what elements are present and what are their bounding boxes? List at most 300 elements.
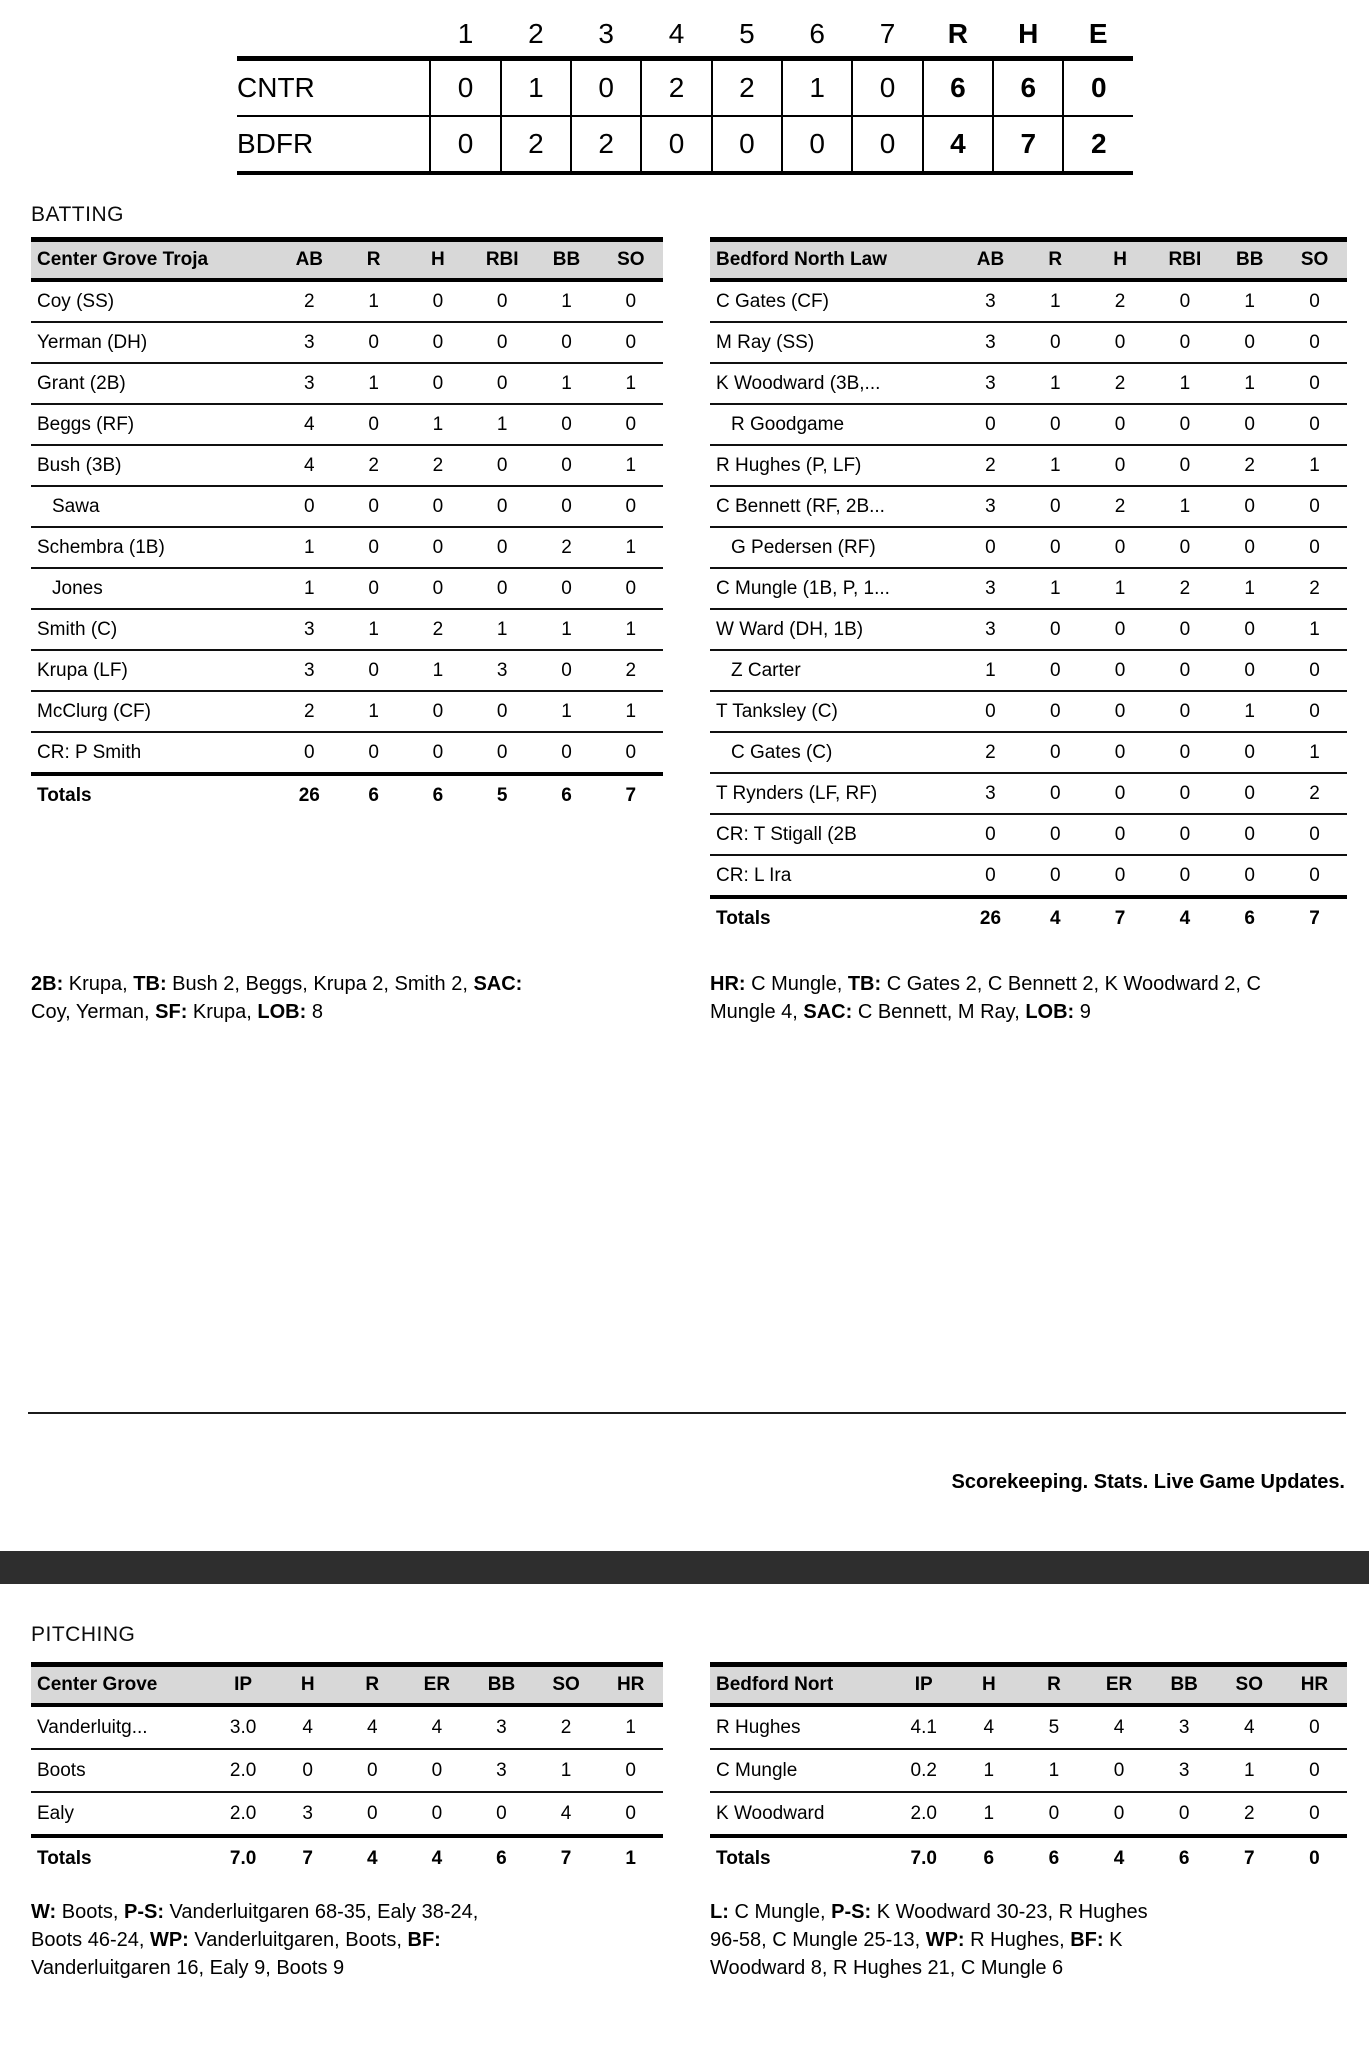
player-name: C Mungle: [710, 1749, 891, 1792]
stat-value: 0: [1217, 609, 1282, 650]
player-name: M Ray (SS): [710, 322, 958, 363]
totals-value: 6: [1217, 897, 1282, 938]
totals-value: 1: [598, 1836, 663, 1879]
batting-heading: BATTING: [31, 203, 124, 226]
stat-value: 0: [1152, 445, 1217, 486]
stat-value: 3: [958, 322, 1023, 363]
stat-value: 0: [958, 527, 1023, 568]
linescore-team-row: [237, 59, 1133, 117]
inning-score: 0: [852, 59, 922, 117]
player-name: Jones: [31, 568, 277, 609]
player-name: Grant (2B): [31, 363, 277, 404]
stat-value: 0: [1023, 609, 1088, 650]
stat-table: [710, 237, 1347, 938]
stat-value: 4: [275, 1705, 340, 1749]
totals-value: 5: [470, 774, 534, 815]
player-row: [31, 568, 663, 609]
stat-value: 0: [1088, 609, 1153, 650]
stat-value: 0: [1217, 404, 1282, 445]
stat-value: 0: [599, 732, 663, 774]
stat-table-head: [710, 1665, 1347, 1706]
dark-banner: [0, 1551, 1369, 1584]
stat-value: 0: [406, 732, 470, 774]
stat-table: [31, 237, 663, 815]
note-label: LOB:: [1025, 1001, 1075, 1023]
player-name: R Hughes (P, LF): [710, 445, 958, 486]
team-abbr: CNTR: [237, 59, 430, 117]
stat-value: 0: [1152, 773, 1217, 814]
player-row: [31, 732, 663, 774]
player-row: [31, 609, 663, 650]
stat-value: 0: [1021, 1792, 1086, 1836]
stat-value: 1: [277, 568, 341, 609]
totals-value: 6: [406, 774, 470, 815]
stat-value: 0: [1282, 486, 1347, 527]
player-name: Z Carter: [710, 650, 958, 691]
player-row: [31, 1749, 663, 1792]
stat-value: 3: [470, 650, 534, 691]
player-name: Coy (SS): [31, 280, 277, 322]
stat-value: 1: [958, 650, 1023, 691]
team-header: Bedford North Law: [710, 240, 958, 281]
stat-column-header: SO: [1282, 240, 1347, 281]
totals-value: 7: [1217, 1836, 1282, 1879]
stat-value: 1: [534, 363, 598, 404]
stat-value: 0: [1282, 527, 1347, 568]
linescore-table: [237, 12, 1133, 175]
stat-table-body: [710, 280, 1347, 938]
stat-value: 1: [599, 445, 663, 486]
stat-value: 3: [958, 280, 1023, 322]
stat-value: 0: [341, 322, 405, 363]
note-label: SAC:: [803, 1001, 853, 1023]
stat-value: 0: [1282, 363, 1347, 404]
batting-table-bedford: [710, 237, 1347, 938]
inning-score: 0: [782, 116, 852, 173]
note-label: BF:: [1070, 1929, 1104, 1951]
stat-value: 1: [1217, 363, 1282, 404]
note-label: L:: [710, 1901, 729, 1923]
linescore: [237, 12, 1133, 175]
totals-value: 4: [1023, 897, 1088, 938]
stat-value: 0: [598, 1749, 663, 1792]
stat-value: 4: [277, 404, 341, 445]
summary-value: 6: [923, 59, 993, 117]
stat-value: 0: [1152, 609, 1217, 650]
stat-value: 2: [599, 650, 663, 691]
stat-value: 0: [406, 322, 470, 363]
player-row: [710, 363, 1347, 404]
player-name: T Tanksley (C): [710, 691, 958, 732]
stat-value: 0: [1152, 527, 1217, 568]
summary-value: 0: [1063, 59, 1133, 117]
stat-column-header: SO: [599, 240, 663, 281]
linescore-team-row: [237, 116, 1133, 173]
stat-column-header: R: [1023, 240, 1088, 281]
stat-value: 0: [1088, 773, 1153, 814]
player-name: Smith (C): [31, 609, 277, 650]
player-row: [710, 404, 1347, 445]
stat-value: 4: [1217, 1705, 1282, 1749]
stat-value: 1: [1023, 568, 1088, 609]
stat-table: [31, 1662, 663, 1879]
totals-value: 6: [341, 774, 405, 815]
stat-value: 1: [470, 609, 534, 650]
stat-value: 0: [406, 486, 470, 527]
stat-column-header: HR: [598, 1665, 663, 1706]
inning-score: 0: [571, 59, 641, 117]
stat-value: 0: [341, 568, 405, 609]
stat-value: 0: [470, 568, 534, 609]
stat-column-header: H: [956, 1665, 1021, 1706]
player-name: Sawa: [31, 486, 277, 527]
stat-column-header: BB: [534, 240, 598, 281]
stat-value: 0: [1088, 445, 1153, 486]
stat-value: 1: [406, 650, 470, 691]
note-label: P-S:: [124, 1901, 164, 1923]
stat-value: 2: [958, 445, 1023, 486]
stat-value: 2: [1152, 568, 1217, 609]
stat-value: 2: [406, 445, 470, 486]
stat-value: 1: [1217, 280, 1282, 322]
stat-value: 1: [1282, 445, 1347, 486]
player-name: C Mungle (1B, P, 1...: [710, 568, 958, 609]
inning-score: 2: [571, 116, 641, 173]
player-row: [31, 650, 663, 691]
stat-value: 4: [340, 1705, 405, 1749]
stat-value: 2: [341, 445, 405, 486]
stat-value: 1: [598, 1705, 663, 1749]
tagline: Scorekeeping. Stats. Live Game Updates.: [951, 1471, 1345, 1493]
stat-value: 3.0: [211, 1705, 276, 1749]
stat-column-header: H: [406, 240, 470, 281]
stat-value: 3: [958, 773, 1023, 814]
player-row: [31, 486, 663, 527]
stat-value: 3: [958, 568, 1023, 609]
player-name: R Goodgame: [710, 404, 958, 445]
stat-value: 0: [1152, 691, 1217, 732]
stat-value: 0: [958, 814, 1023, 855]
player-row: [710, 1792, 1347, 1836]
totals-value: 7: [599, 774, 663, 815]
totals-value: 6: [469, 1836, 534, 1879]
batting-note-bedford: HR: C Mungle, TB: C Gates 2, C Bennett 2, K Woodward 2, C Mungle 4, SAC: C Bennett, M Ray, LOB: 9: [710, 973, 1261, 1023]
stat-value: 0: [958, 404, 1023, 445]
player-name: K Woodward: [710, 1792, 891, 1836]
note-label: TB:: [133, 973, 167, 995]
player-name: C Gates (C): [710, 732, 958, 773]
stat-column-header: R: [341, 240, 405, 281]
inning-header: 7: [879, 18, 896, 49]
stat-header-row: [31, 240, 663, 281]
note-label: TB:: [847, 973, 882, 995]
stat-value: 1: [956, 1749, 1021, 1792]
batting-note-center-grove: 2B: Krupa, TB: Bush 2, Beggs, Krupa 2, Smith 2, SAC: Coy, Yerman, SF: Krupa, LOB: 8: [31, 973, 523, 1023]
stat-value: 0: [534, 650, 598, 691]
stat-column-header: H: [275, 1665, 340, 1706]
stat-value: 0: [534, 486, 598, 527]
stat-value: 0: [469, 1792, 534, 1836]
stat-value: 3: [277, 322, 341, 363]
inning-score: 1: [782, 59, 852, 117]
stat-value: 2: [1088, 486, 1153, 527]
stat-value: 2.0: [211, 1792, 276, 1836]
stat-header-row: [710, 1665, 1347, 1706]
totals-label: Totals: [31, 774, 277, 815]
totals-row: [31, 1836, 663, 1879]
stat-value: 0: [1023, 855, 1088, 897]
stat-value: 0: [1282, 691, 1347, 732]
stat-table-body: [710, 1705, 1347, 1879]
stat-value: 0: [1152, 814, 1217, 855]
stat-column-header: RBI: [470, 240, 534, 281]
stat-value: 1: [470, 404, 534, 445]
stat-column-header: SO: [1217, 1665, 1282, 1706]
stat-value: 1: [341, 691, 405, 732]
stat-value: 0: [1282, 855, 1347, 897]
stat-value: 0: [1023, 486, 1088, 527]
stat-value: 2: [1282, 568, 1347, 609]
stat-column-header: SO: [534, 1665, 599, 1706]
totals-value: 4: [1087, 1836, 1152, 1879]
totals-value: 26: [958, 897, 1023, 938]
batting-table-center-grove: [31, 237, 663, 815]
player-name: Boots: [31, 1749, 211, 1792]
totals-value: 6: [1021, 1836, 1086, 1879]
inning-score: 2: [641, 59, 711, 117]
player-row: [31, 1705, 663, 1749]
stat-value: 0: [470, 322, 534, 363]
player-name: McClurg (CF): [31, 691, 277, 732]
totals-label: Totals: [710, 897, 958, 938]
stat-value: 1: [599, 691, 663, 732]
stat-column-header: HR: [1282, 1665, 1347, 1706]
totals-value: 6: [1152, 1836, 1217, 1879]
player-row: [31, 527, 663, 568]
stat-value: 0: [1023, 814, 1088, 855]
stat-value: 0: [340, 1749, 405, 1792]
stat-value: 0: [1282, 280, 1347, 322]
stat-table: [710, 1662, 1347, 1879]
player-row: [710, 280, 1347, 322]
stat-value: 0: [470, 691, 534, 732]
stat-value: 0: [405, 1792, 470, 1836]
totals-value: 4: [340, 1836, 405, 1879]
player-name: Yerman (DH): [31, 322, 277, 363]
stat-value: 0: [1282, 1705, 1347, 1749]
stat-value: 0: [1152, 280, 1217, 322]
stat-value: 0: [1088, 814, 1153, 855]
note-label: LOB:: [257, 1001, 307, 1023]
stat-value: 0: [599, 404, 663, 445]
stat-value: 1: [599, 527, 663, 568]
stat-value: 1: [406, 404, 470, 445]
stat-value: 1: [599, 609, 663, 650]
summary-header: H: [1018, 18, 1039, 49]
stat-column-header: IP: [211, 1665, 276, 1706]
player-row: [710, 773, 1347, 814]
summary-value: 4: [923, 116, 993, 173]
stat-value: 0: [1023, 404, 1088, 445]
totals-row: [710, 897, 1347, 938]
team-header: Bedford Nort: [710, 1665, 891, 1706]
stat-value: 1: [599, 363, 663, 404]
stat-value: 3: [277, 650, 341, 691]
stat-value: 4.1: [891, 1705, 956, 1749]
stat-value: 0: [406, 280, 470, 322]
stat-value: 0: [277, 732, 341, 774]
stat-value: 0: [1152, 322, 1217, 363]
stat-value: 0: [275, 1749, 340, 1792]
player-row: [31, 1792, 663, 1836]
stat-value: 1: [341, 280, 405, 322]
stat-value: 0: [1217, 773, 1282, 814]
player-name: Schembra (1B): [31, 527, 277, 568]
stat-value: 1: [534, 609, 598, 650]
stat-value: 0: [1282, 322, 1347, 363]
inning-score: 2: [501, 116, 571, 173]
stat-value: 2: [1217, 1792, 1282, 1836]
summary-header: E: [1088, 18, 1108, 49]
stat-value: 0: [1023, 650, 1088, 691]
stat-value: 0: [1282, 650, 1347, 691]
stat-value: 0: [1282, 1749, 1347, 1792]
stat-value: 4: [405, 1705, 470, 1749]
stat-value: 0: [406, 568, 470, 609]
stat-value: 0: [406, 527, 470, 568]
stat-value: 0: [1088, 404, 1153, 445]
player-row: [710, 691, 1347, 732]
stat-value: 0: [1023, 527, 1088, 568]
stat-value: 0: [1152, 855, 1217, 897]
stat-value: 3: [469, 1705, 534, 1749]
inning-score: 0: [430, 116, 500, 173]
totals-value: 6: [956, 1836, 1021, 1879]
stat-column-header: IP: [891, 1665, 956, 1706]
stat-value: 3: [469, 1749, 534, 1792]
inning-score: 2: [712, 59, 782, 117]
stat-value: 1: [1282, 609, 1347, 650]
stat-value: 0: [958, 855, 1023, 897]
stat-value: 1: [1023, 445, 1088, 486]
stat-value: 0: [470, 280, 534, 322]
summary-header: R: [947, 18, 968, 49]
totals-label: Totals: [710, 1836, 891, 1879]
stat-column-header: ER: [405, 1665, 470, 1706]
stat-value: 1: [1152, 363, 1217, 404]
player-name: G Pedersen (RF): [710, 527, 958, 568]
player-row: [710, 322, 1347, 363]
stat-table-head: [710, 240, 1347, 281]
player-row: [710, 732, 1347, 773]
stat-value: 0: [1088, 322, 1153, 363]
stat-column-header: ER: [1087, 1665, 1152, 1706]
stat-value: 1: [1282, 732, 1347, 773]
stat-value: 1: [1217, 691, 1282, 732]
stat-value: 0: [1217, 527, 1282, 568]
totals-row: [31, 774, 663, 815]
stat-value: 1: [1023, 280, 1088, 322]
stat-value: 4: [956, 1705, 1021, 1749]
stat-table-head: [31, 240, 663, 281]
totals-value: 0: [1282, 1836, 1347, 1879]
stat-value: 0: [1087, 1792, 1152, 1836]
stat-value: 0: [1088, 691, 1153, 732]
stat-value: 2: [1282, 773, 1347, 814]
stat-value: 0.2: [891, 1749, 956, 1792]
stat-value: 0: [277, 486, 341, 527]
stat-value: 0: [1088, 650, 1153, 691]
player-row: [710, 814, 1347, 855]
linescore-header-row: [237, 12, 1133, 59]
player-name: Bush (3B): [31, 445, 277, 486]
stat-value: 1: [1217, 568, 1282, 609]
stat-column-header: AB: [277, 240, 341, 281]
inning-header: 4: [668, 18, 685, 49]
summary-value: 6: [993, 59, 1063, 117]
stat-value: 0: [599, 322, 663, 363]
linescore-corner: [237, 12, 430, 59]
player-row: [710, 486, 1347, 527]
stat-value: 2: [1217, 445, 1282, 486]
stat-value: 2: [1088, 280, 1153, 322]
stat-value: 1: [1217, 1749, 1282, 1792]
player-row: [710, 568, 1347, 609]
stat-column-header: AB: [958, 240, 1023, 281]
note-label: 2B:: [31, 973, 64, 995]
inning-header: 3: [598, 18, 614, 49]
stat-value: 0: [534, 322, 598, 363]
stat-value: 0: [341, 404, 405, 445]
player-name: C Bennett (RF, 2B...: [710, 486, 958, 527]
player-name: CR: P Smith: [31, 732, 277, 774]
totals-value: 6: [534, 774, 598, 815]
stat-value: 0: [1282, 1792, 1347, 1836]
stat-value: 2: [277, 280, 341, 322]
stat-value: 0: [1023, 322, 1088, 363]
inning-score: 1: [501, 59, 571, 117]
stat-value: 0: [599, 568, 663, 609]
inning-header: 6: [809, 18, 825, 49]
note-label: P-S:: [831, 1901, 872, 1923]
stat-value: 2: [406, 609, 470, 650]
totals-value: 7: [534, 1836, 599, 1879]
note-label: W:: [31, 1901, 57, 1923]
inning-header: 2: [528, 18, 544, 49]
stat-value: 0: [534, 732, 598, 774]
stat-column-header: H: [1088, 240, 1153, 281]
stat-value: 0: [1217, 322, 1282, 363]
totals-value: 7.0: [211, 1836, 276, 1879]
stat-value: 5: [1021, 1705, 1086, 1749]
player-row: [710, 609, 1347, 650]
stat-table-body: [31, 1705, 663, 1879]
stat-value: 3: [958, 609, 1023, 650]
stat-value: 2: [534, 527, 598, 568]
note-label: HR:: [710, 973, 746, 995]
pitching-table-center-grove: [31, 1662, 663, 1879]
player-name: Ealy: [31, 1792, 211, 1836]
stat-value: 2: [534, 1705, 599, 1749]
stat-value: 0: [341, 650, 405, 691]
team-header: Center Grove Troja: [31, 240, 277, 281]
inning-score: 0: [641, 116, 711, 173]
player-row: [31, 322, 663, 363]
stat-value: 1: [277, 527, 341, 568]
note-label: WP:: [149, 1929, 189, 1951]
stat-value: 0: [1023, 732, 1088, 773]
player-row: [31, 445, 663, 486]
